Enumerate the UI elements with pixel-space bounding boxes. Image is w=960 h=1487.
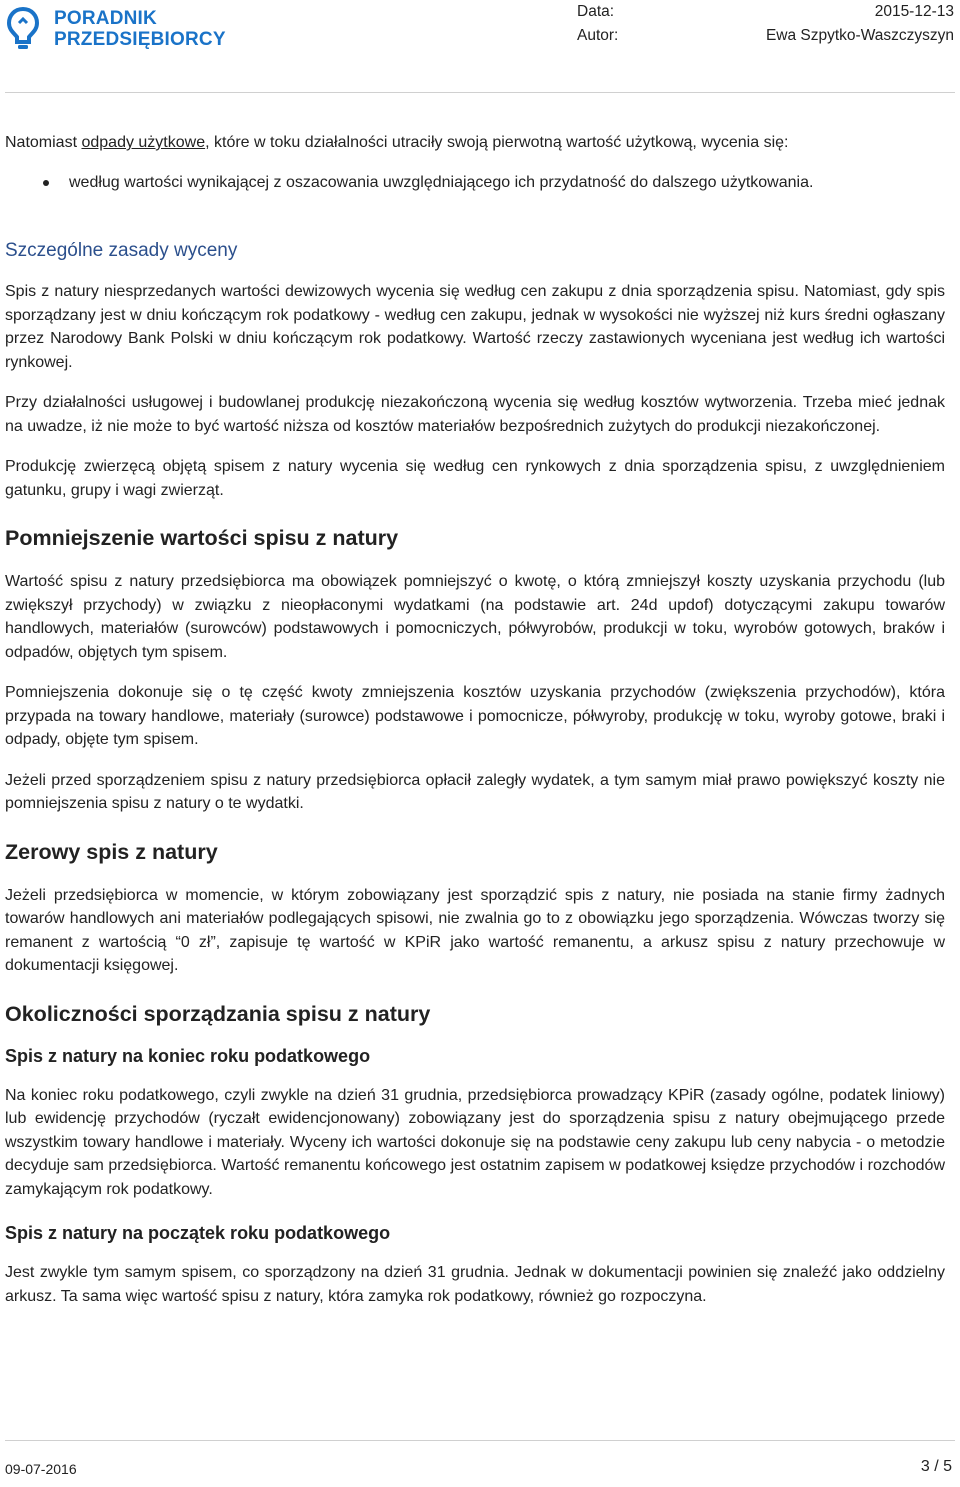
section-heading-zero: Zerowy spis z natury [5,839,218,864]
intro-text-pre: Natomiast [5,134,82,151]
logo-text [54,8,226,50]
paragraph: Na koniec roku podatkowego, czyli zwykle na dzień 31 grudnia, przedsiębiorca prowadzący KPiR (zasady ogólne, podatek liniowy) lub ewidencję przychodów (ryczałt ewidencjonowany) zobowiązany jest do sporządzenia spisu z natury obejmującego przede wszystkim towary handlowe i materiały. Wyceny ich wartości dokonuje się na podstawie ceny zakupu lub ceny nabycia - o metodzie decyduje sam przedsiębiorca. Wartość remanentu końcowego jest ostatnim zapisem w podatkowej księdze przychodów i rozchodów zamykającym rok podatkowy. [5,1086,945,1198]
list-item [5,171,945,195]
date-label: Data: [577,3,615,20]
paragraph: Jeżeli przedsiębiorca w momencie, w którym zobowiązany jest sporządzić spis z natury, nie posiada na stanie firmy żadnych towarów handlowych ani materiałów podlegających spisowi, nie zwalnia go to z obowiązku jego sporządzenia. Wówczas tworzy się remanent z wartością “0 zł”, zapisuje tę wartość w KPiR jako wartość remanentu, a arkusz spisu z natury przechowuje w dokumentacji księgowej. [5,886,945,974]
odpady-link[interactable]: odpady użytkowe [81,134,206,151]
footer-divider [5,1440,955,1441]
list-item-text: według wartości wynikającej z oszacowania uwzględniającego ich przydatność do dalszego użytkowania. [69,173,814,191]
section-heading-special: Szczególne zasady wyceny [5,240,238,261]
logo-line-2: PRZEDSIĘBIORCY [54,29,226,50]
paragraph: Przy działalności usługowej i budowlanej produkcję niezakończoną wycenia się według kosztów wytworzenia. Trzeba mieć jednak na uwadze, iż nie może to być wartość niższa od kosztów materiałów bezpośrednich zużytych do produkcji niezakończonej. [5,394,945,435]
logo-line-1: PORADNIK [54,8,157,29]
intro-text-post: , które w toku działalności utraciły swoją pierwotną wartość użytkową, wycenia się: [205,134,789,151]
paragraph: Produkcję zwierzęcą objętą spisem z natury wycenia się według cen rynkowych z dnia sporządzenia spisu, z uwzględnieniem gatunku, grupy i wagi zwierząt. [5,458,945,499]
page-header [0,0,960,60]
bullet-icon [43,180,49,186]
article-body [5,131,945,1308]
paragraph: Wartość spisu z natury przedsiębiorca ma obowiązek pomniejszyć o kwotę, o którą zmniejszył koszty uzyskania przychodu (lub zwiększył przychody) w związku z nieopłaconymi wydatkami (na podstawie art. 24d updof) dotyczącymi zakupu towarów handlowych, materiałów (surowców) podstawowych i pomocniczych, półwyrobów, produkcji w toku, wyrobów gotowych, braków i odpadów, objętych tym spisem. [5,573,945,661]
logo[interactable] [6,4,226,54]
author-value: Ewa Szpytko-Waszczyszyn [765,27,954,44]
header-divider [5,92,955,93]
date-value: 2015-12-13 [874,3,954,20]
author-label: Autor: [577,27,619,44]
paragraph: Jeżeli przed sporządzeniem spisu z natury przedsiębiorca opłacił zaległy wydatek, a tym samym miał prawo powiększyć koszty nie pomniejszenia spisu z natury o te wydatki. [5,771,945,812]
intro-paragraph [5,131,945,155]
paragraph: Spis z natury niesprzedanych wartości dewizowych wycenia się według cen zakupu z dnia sporządzenia spisu. Natomiast, gdy spis sporządzany jest w dniu kończącym rok podatkowy - według cen zakupu, jednak w wysokości nie wyższej niż kurs średni ogłaszany przez Narodowy Bank Polski w dniu kończącym rok podatkowy. Wartość rzeczy zastawionych wyceniana jest według ich wartości rynkowej. [5,283,945,371]
section-heading-reduce: Pomniejszenie wartości spisu z natury [5,526,399,550]
section-heading-circumstances: Okoliczności sporządzania spisu z natury [5,1001,431,1026]
page-number: 3 / 5 [920,1458,952,1475]
footer-date: 09-07-2016 [5,1461,77,1477]
subheading-year-start: Spis z natury na początek roku podatkowego [5,1223,391,1243]
subheading-year-end: Spis z natury na koniec roku podatkowego [5,1045,371,1066]
lightbulb-icon [6,6,40,52]
paragraph: Jest zwykle tym samym spisem, co sporządzony na dzień 31 grudnia. Jednak w dokumentacji powinien się znaleźć jako oddzielny arkusz. Ta sama więc wartość spisu z natury, która zamyka rok podatkowy, również go rozpoczyna. [5,1264,945,1305]
paragraph: Pomniejszenia dokonuje się o tę część kwoty zmniejszenia kosztów uzyskania przychodów (zwiększenia przychodów), która przypada na towary handlowe, materiały (surowce) podstawowe i pomocnicze, półwyroby, produkcję w toku, wyroby gotowe, braki i odpady, objęte tym spisem. [5,684,945,748]
document-meta [577,3,954,51]
